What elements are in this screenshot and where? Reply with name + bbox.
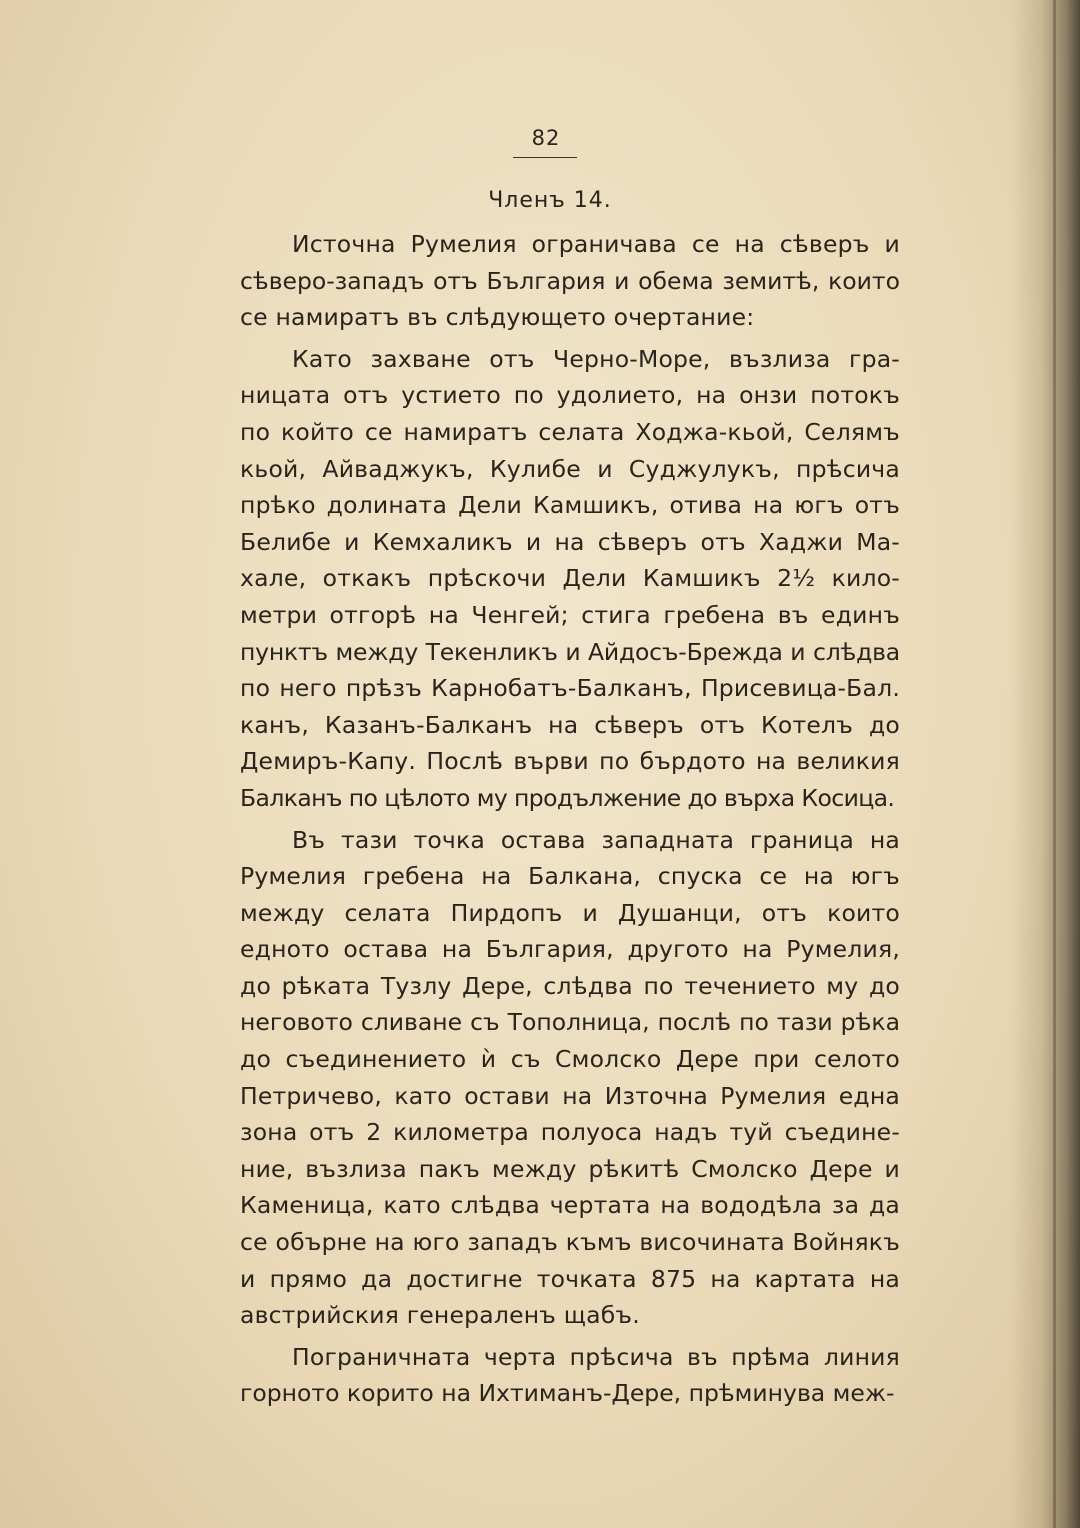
text-line: Въ тази точка остава западната граница на: [292, 825, 900, 854]
text-line: сѣверо-западъ отъ България и обема земитѣ, които: [240, 266, 900, 295]
page-number: 82: [531, 126, 561, 150]
paragraph: [240, 822, 900, 1334]
spine-crease: [1053, 0, 1056, 1528]
text-line: Балканъ по цѣлото му продължение до върха Косица.: [240, 783, 895, 812]
paragraph: [240, 1339, 900, 1412]
text-line: се намиратъ въ слѣдующето очертание:: [240, 303, 755, 332]
text-line: Петричево, като остави на Източна Румелия една: [240, 1081, 900, 1110]
text-line: до съединението ѝ съ Смолско Дере при селото: [240, 1045, 900, 1074]
text-line: горното корито на Ихтиманъ-Дере, прѣминува меж-: [240, 1379, 895, 1408]
text-line: между селата Пирдопъ и Душанци, отъ които: [240, 898, 900, 927]
text-line: и прямо да достигне точката 875 на картата на: [240, 1264, 900, 1293]
text-line: ницата отъ устието по удолието, на онзи потокъ: [240, 381, 900, 410]
body-text: [240, 226, 900, 1417]
text-line: Источна Румелия ограничава се на сѣверъ и: [292, 230, 900, 258]
text-line: Като захване отъ Черно-Море, възлиза гра-: [292, 344, 900, 373]
text-line: по него прѣзъ Карнобатъ-Балканъ, Присевица-Бал.: [240, 674, 900, 703]
text-line: Румелия гребена на Балкана, спуска се на югъ: [240, 862, 900, 891]
text-line: пунктъ между Текенликъ и Айдосъ-Брежда и слѣдва: [240, 637, 900, 666]
spine-shadow: [1010, 0, 1080, 1528]
text-line: по който се намиратъ селата Ходжа-кьой, Селямъ: [240, 417, 900, 446]
text-line: ние, възлиза пакъ между рѣкитѣ Смолско Дере и: [240, 1154, 900, 1183]
text-line: зона отъ 2 километра полуоса надъ туй съедине-: [240, 1118, 900, 1147]
text-line: едното остава на България, другото на Румелия,: [240, 935, 900, 964]
article-heading: Членъ 14.: [488, 188, 612, 213]
text-line: Пограничната черта прѣсича въ прѣма линия: [292, 1342, 900, 1371]
text-line: неговото сливане съ Тополница, послѣ по тази рѣка: [240, 1008, 900, 1037]
text-line: прѣко долината Дели Камшикъ, отива на югъ отъ: [240, 491, 900, 520]
paragraph: [240, 226, 900, 336]
text-line: Демиръ-Капу. Послѣ върви по бърдото на великия: [240, 747, 900, 776]
text-line: хале, откакъ прѣскочи Дели Камшикъ 2½ кило-: [240, 564, 900, 593]
text-line: до рѣката Тузлу Дере, слѣдва по течението му до: [240, 971, 900, 1000]
text-line: Белибе и Кемхаликъ и на сѣверъ отъ Хаджи Ма-: [240, 527, 900, 556]
page-number-rule: [513, 157, 577, 158]
text-line: се обърне на юго западъ къмъ височината Войнякъ: [240, 1228, 900, 1257]
text-line: кьой, Айваджукъ, Кулибе и Суджулукъ, прѣсича: [240, 454, 900, 483]
text-line: австрийския генераленъ щабъ.: [240, 1301, 640, 1330]
text-line: канъ, Казанъ-Балканъ на сѣверъ отъ Котелъ до: [240, 710, 900, 739]
text-line: метри отгорѣ на Ченгей; стига гребена въ единъ: [240, 600, 900, 629]
paragraph: [240, 341, 900, 817]
text-line: Каменица, като слѣдва чертата на вододѣла за да: [240, 1191, 900, 1220]
